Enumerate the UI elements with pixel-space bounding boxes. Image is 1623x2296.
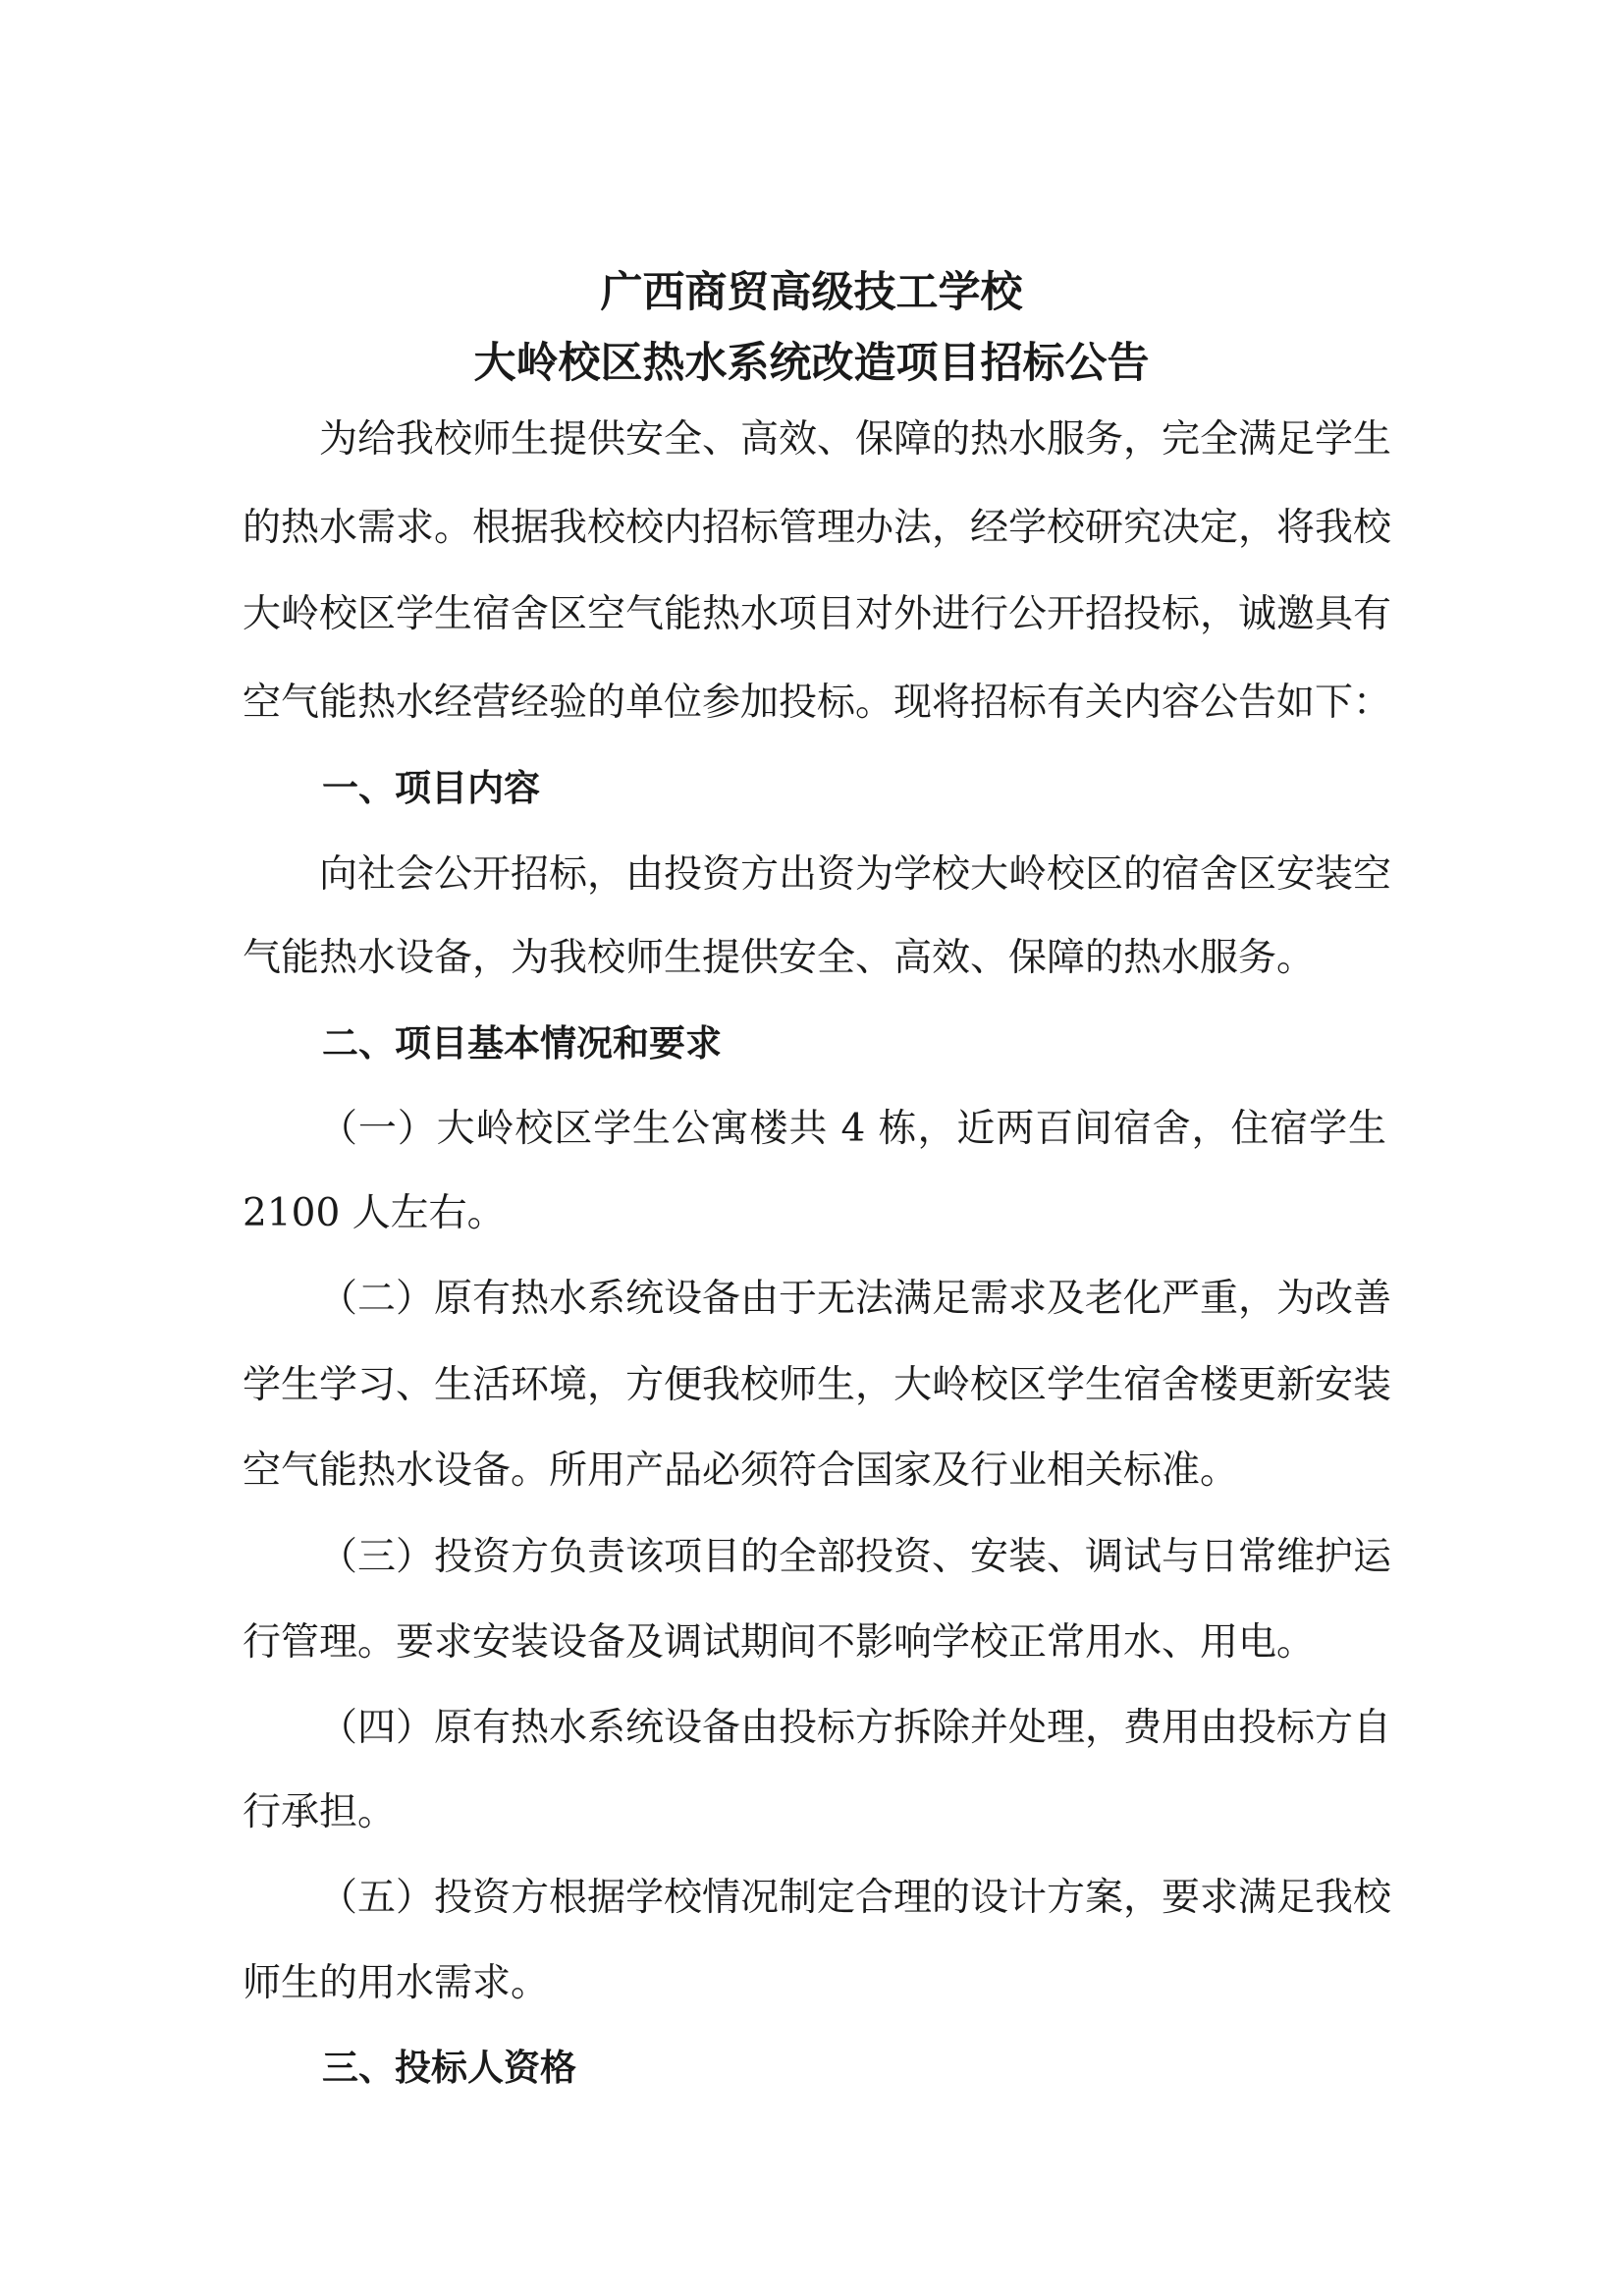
item-line: 师生的用水需求。 bbox=[243, 1961, 550, 2005]
item-line: （三）投资方负责该项目的全部投资、安装、调试与日常维护运 bbox=[319, 1535, 1392, 1579]
item-line: 行管理。要求安装设备及调试期间不影响学校正常用水、用电。 bbox=[243, 1620, 1316, 1665]
intro-line: 大岭校区学生宿舍区空气能热水项目对外进行公开招投标，诚邀具有 bbox=[243, 592, 1392, 636]
item-line: （四）原有热水系统设备由投标方拆除并处理，费用由投标方自 bbox=[319, 1706, 1392, 1750]
item-line: 行承担。 bbox=[243, 1790, 397, 1834]
intro-line: 的热水需求。根据我校校内招标管理办法，经学校研究决定，将我校 bbox=[243, 506, 1392, 550]
section-heading-project-content: 一、项目内容 bbox=[322, 767, 540, 809]
intro-line: 为给我校师生提供安全、高效、保障的热水服务，完全满足学生 bbox=[319, 417, 1392, 462]
item-line: 空气能热水设备。所用产品必须符合国家及行业相关标准。 bbox=[243, 1449, 1239, 1493]
section-heading-basic-info: 二、项目基本情况和要求 bbox=[322, 1022, 722, 1065]
section-1-line: 气能热水设备，为我校师生提供安全、高效、保障的热水服务。 bbox=[243, 936, 1316, 980]
item-line: 2100 人左右。 bbox=[243, 1191, 506, 1235]
section-1-line: 向社会公开招标，由投资方出资为学校大岭校区的宿舍区安装空 bbox=[319, 852, 1392, 897]
document-title-line-1: 广西商贸高级技工学校 bbox=[600, 268, 1023, 317]
item-line: （五）投资方根据学校情况制定合理的设计方案，要求满足我校 bbox=[319, 1876, 1392, 1920]
section-heading-bidder-qualification: 三、投标人资格 bbox=[322, 2047, 576, 2089]
item-line: （二）原有热水系统设备由于无法满足需求及老化严重，为改善 bbox=[319, 1277, 1392, 1321]
intro-line: 空气能热水经营经验的单位参加投标。现将招标有关内容公告如下： bbox=[243, 681, 1392, 725]
item-line: （一）大岭校区学生公寓楼共 4 栋，近两百间宿舍，住宿学生 bbox=[319, 1107, 1386, 1151]
item-line: 学生学习、生活环境，方便我校师生，大岭校区学生宿舍楼更新安装 bbox=[243, 1363, 1392, 1407]
document-title-line-2: 大岭校区热水系统改造项目招标公告 bbox=[473, 339, 1150, 388]
